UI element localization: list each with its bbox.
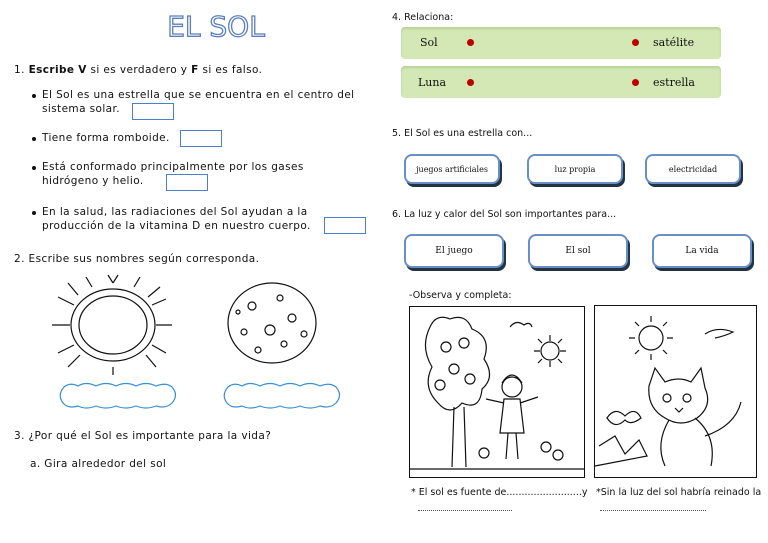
statement-2: Tiene forma romboide. — [42, 132, 170, 144]
page-title — [167, 6, 265, 46]
question-2: 2. Escribe sus nombres según corresponda. — [14, 253, 260, 265]
bullet — [32, 166, 36, 170]
fill-in-line-left[interactable] — [418, 510, 512, 511]
statement-3: Está conformado principalmente por los gases hidrógeno y helio. — [42, 161, 304, 187]
question-6-label: 6. La luz y calor del Sol son importantes para... — [392, 209, 617, 220]
connector-dot[interactable] — [467, 39, 474, 46]
connector-dot[interactable] — [632, 79, 639, 86]
illustration-cat-sun — [594, 305, 757, 478]
bullet — [32, 211, 36, 215]
answer-cloud-sun[interactable] — [56, 381, 180, 411]
q3-option-a[interactable]: a. Gira alrededor del sol — [30, 458, 167, 470]
statement-1: El Sol es una estrella que se encuentra en el centro del sistema solar. — [42, 89, 355, 115]
answer-box-1[interactable] — [132, 103, 174, 120]
question-1: 1. Escribe V si es verdadero y F si es falso. — [14, 64, 263, 76]
option-electricidad[interactable]: electricidad — [645, 154, 741, 184]
observe-label: -Observa y completa: — [409, 290, 512, 301]
answer-box-2[interactable] — [180, 130, 222, 147]
statement-4: En la salud, las radiaciones del Sol ayudan a la producción de la vitamina D en nuestro cuerpo. — [42, 206, 311, 232]
relation-sol: Sol — [420, 36, 438, 49]
caption-right: *Sin la luz del sol habría reinado la — [596, 487, 762, 498]
caption-left: * El sol es fuente de.........................y — [411, 487, 588, 498]
question-3: 3. ¿Por qué el Sol es importante para la vida? — [14, 430, 272, 442]
bullet — [32, 137, 36, 141]
q3-option-clip — [14, 456, 214, 468]
option-luz-propia[interactable]: luz propia — [527, 154, 623, 184]
relation-estrella: estrella — [653, 76, 695, 89]
connector-dot[interactable] — [467, 79, 474, 86]
answer-cloud-moon[interactable] — [220, 381, 344, 411]
bullet — [32, 94, 36, 98]
answer-box-3[interactable] — [166, 174, 208, 191]
relation-satelite: satélite — [653, 36, 695, 49]
moon-drawing — [222, 278, 322, 368]
page-title-text: EL SOL — [167, 10, 265, 43]
connector-dot[interactable] — [632, 39, 639, 46]
option-juegos-artificiales[interactable]: juegos artificiales — [404, 154, 500, 184]
sun-drawing — [48, 275, 178, 375]
question-5-label: 5. El Sol es una estrella con... — [392, 128, 533, 139]
illustration-girl-tree — [409, 306, 585, 478]
fill-in-line-right[interactable] — [600, 510, 706, 511]
option-el-sol[interactable]: El sol — [528, 234, 628, 268]
question-4-label: 4. Relaciona: — [392, 12, 454, 23]
option-la-vida[interactable]: La vida — [652, 234, 752, 268]
relation-luna: Luna — [418, 76, 447, 89]
option-el-juego[interactable]: El juego — [404, 234, 504, 268]
answer-box-4[interactable] — [324, 217, 366, 234]
